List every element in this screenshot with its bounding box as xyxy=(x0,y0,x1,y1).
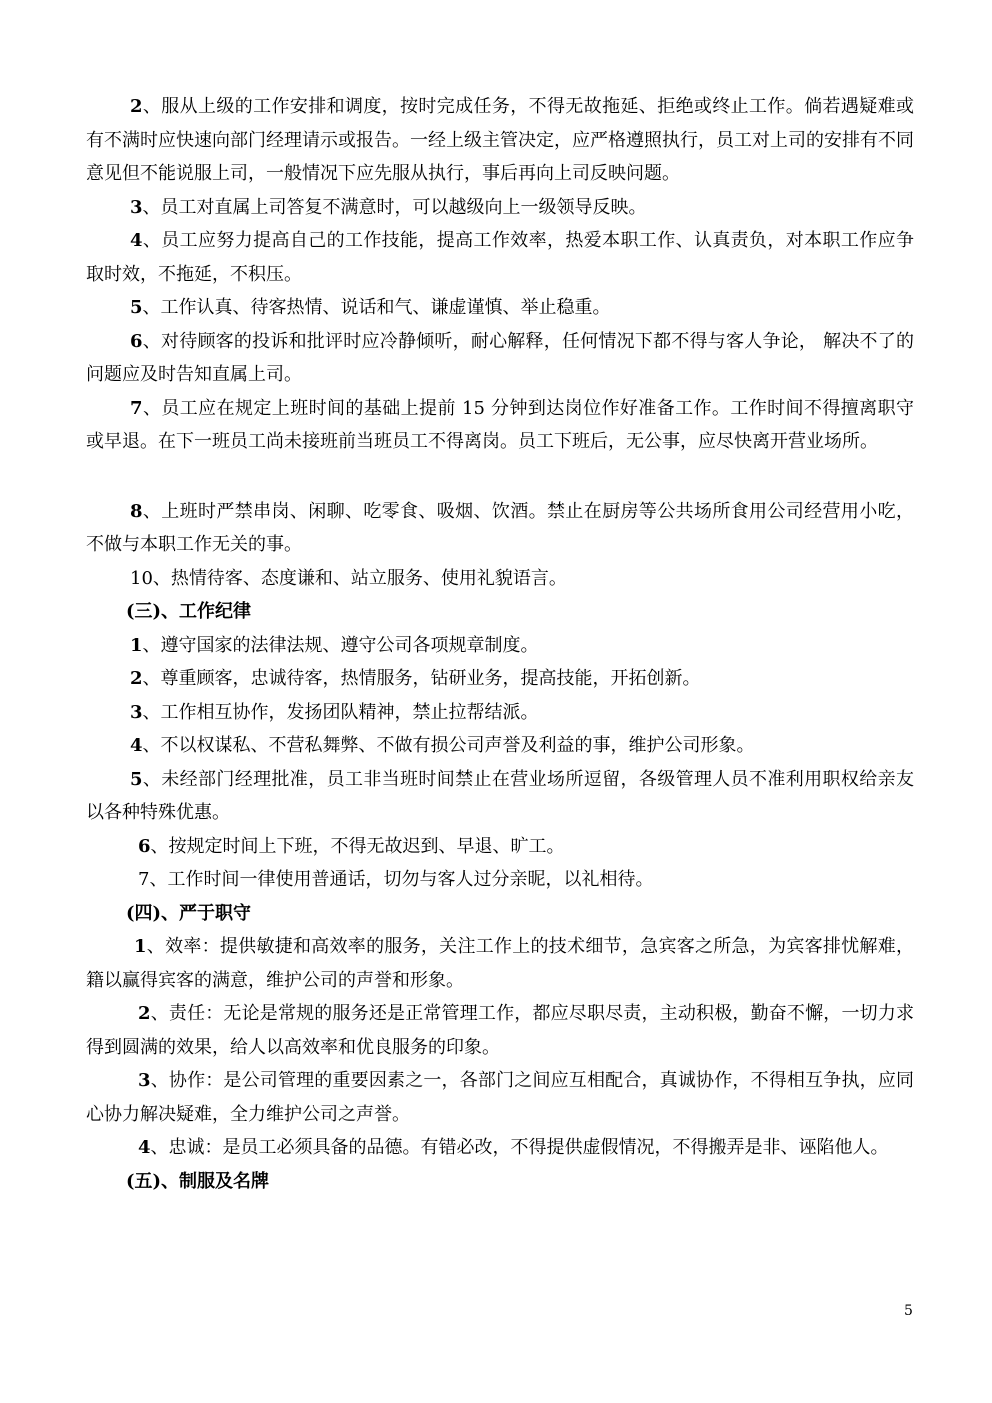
item-text: 、工作相互协作，发扬团队精神，禁止拉帮结派。 xyxy=(142,701,539,723)
item-number: 8 xyxy=(130,500,143,522)
item-number: 2 xyxy=(130,668,143,689)
item-number: 3 xyxy=(138,1070,151,1091)
s4-item-4 xyxy=(86,1131,914,1165)
item-number: 4 xyxy=(130,230,143,251)
item-number: 4 xyxy=(138,1137,151,1158)
s4-item-1 xyxy=(86,930,914,997)
section-title: (三)、工作纪律 xyxy=(126,601,252,622)
item-text: 、效率：提供敏捷和高效率的服务，关注工作上的技术细节，急宾客之所急，为宾客排忧解难，籍以赢得宾客的满意，维护公司的声誉和形象。 xyxy=(86,936,914,991)
section-heading-4 xyxy=(86,897,914,931)
paragraph-3 xyxy=(86,191,914,225)
s3-item-6 xyxy=(86,830,914,864)
item-text: 、协作：是公司管理的重要因素之一，各部门之间应互相配合，真诚协作，不得相互争执，应同心协力解决疑难，全力维护公司之声誉。 xyxy=(86,1070,914,1125)
s3-item-4 xyxy=(86,729,914,763)
item-number: 5 xyxy=(130,768,143,790)
s4-item-3 xyxy=(86,1064,914,1131)
item-text: 、员工应在规定上班时间的基础上提前 15 分钟到达岗位作好准备工作。工作时间不得擅离职守或早退。在下一班员工尚未接班前当班员工不得离岗。员工下班后，无公事，应尽快离开营业场所。 xyxy=(86,397,914,452)
item-number: 7 xyxy=(138,869,150,890)
item-text: 、员工应努力提高自己的工作技能，提高工作效率，热爱本职工作、认真责负，对本职工作应争取时效，不拖延，不积压。 xyxy=(86,230,914,285)
item-text: 、员工对直属上司答复不满意时，可以越级向上一级领导反映。 xyxy=(142,196,647,218)
item-text: 、工作时间一律使用普通话，切勿与客人过分亲昵，以礼相待。 xyxy=(149,869,654,890)
document-body xyxy=(86,90,914,1198)
item-text: 、热情待客、态度谦和、站立服务、使用礼貌语言。 xyxy=(152,567,567,589)
paragraph-6 xyxy=(86,325,914,392)
item-text: 、不以权谋私、不营私舞弊、不做有损公司声誉及利益的事，维护公司形象。 xyxy=(142,735,755,756)
s3-item-5 xyxy=(86,763,914,830)
item-text: 、对待顾客的投诉和批评时应冷静倾听，耐心解释，任何情况下都不得与客人争论， 解决不了的问题应及时告知直属上司。 xyxy=(86,330,914,385)
section-heading-5 xyxy=(86,1165,914,1199)
item-text: 、工作认真、待客热情、说话和气、谦虚谨慎、举止稳重。 xyxy=(142,297,611,318)
item-number: 2 xyxy=(138,1003,151,1024)
s3-item-3 xyxy=(86,696,914,730)
item-number: 5 xyxy=(130,297,143,318)
item-text: 、上班时严禁串岗、闲聊、吃零食、吸烟、饮酒。禁止在厨房等公共场所食用公司经营用小吃，不做与本职工作无关的事。 xyxy=(86,500,914,555)
item-number: 6 xyxy=(130,330,143,352)
item-number: 4 xyxy=(130,735,143,756)
item-text: 、尊重顾客，忠诚待客，热情服务，钻研业务，提高技能，开拓创新。 xyxy=(142,668,701,689)
section-title: (五)、制服及名牌 xyxy=(126,1170,270,1192)
s3-item-7 xyxy=(86,863,914,897)
paragraph-8 xyxy=(86,495,914,562)
section-heading-3 xyxy=(86,595,914,629)
item-number: 10 xyxy=(130,567,153,589)
item-number: 3 xyxy=(130,701,143,723)
paragraph-2 xyxy=(86,90,914,191)
paragraph-5 xyxy=(86,291,914,325)
s3-item-1 xyxy=(86,629,914,663)
paragraph-4 xyxy=(86,224,914,291)
item-text: 、忠诚：是员工必须具备的品德。有错必改，不得提供虚假情况，不得搬弄是非、诬陷他人。 xyxy=(150,1137,889,1158)
paragraph-10 xyxy=(86,562,914,596)
blank-gap xyxy=(86,459,914,495)
item-number: 1 xyxy=(134,936,147,957)
item-text: 、按规定时间上下班，不得无故迟到、早退、旷工。 xyxy=(150,835,565,857)
item-number: 2 xyxy=(130,96,143,117)
s3-item-2 xyxy=(86,662,914,696)
page-number: 5 xyxy=(904,1303,913,1319)
item-text: 、服从上级的工作安排和调度，按时完成任务，不得无故拖延、拒绝或终止工作。倘若遇疑难或有不满时应快速向部门经理请示或报告。一经上级主管决定，应严格遵照执行，员工对上司的安排有不同意见但不能说服上司，一般情况下应先服从执行，事后再向上司反映问题。 xyxy=(86,96,914,184)
item-number: 3 xyxy=(130,196,143,218)
item-number: 7 xyxy=(130,397,143,419)
item-number: 1 xyxy=(130,634,143,656)
item-text: 、责任：无论是常规的服务还是正常管理工作，都应尽职尽责，主动积极，勤奋不懈，一切力求得到圆满的效果，给人以高效率和优良服务的印象。 xyxy=(86,1003,914,1058)
item-number: 6 xyxy=(138,835,151,857)
item-text: 、未经部门经理批准，员工非当班时间禁止在营业场所逗留，各级管理人员不准利用职权给亲友以各种特殊优惠。 xyxy=(86,768,914,823)
section-title: (四)、严于职守 xyxy=(126,902,252,924)
s4-item-2 xyxy=(86,997,914,1064)
item-text: 、遵守国家的法律法规、遵守公司各项规章制度。 xyxy=(142,634,539,656)
paragraph-7 xyxy=(86,392,914,459)
